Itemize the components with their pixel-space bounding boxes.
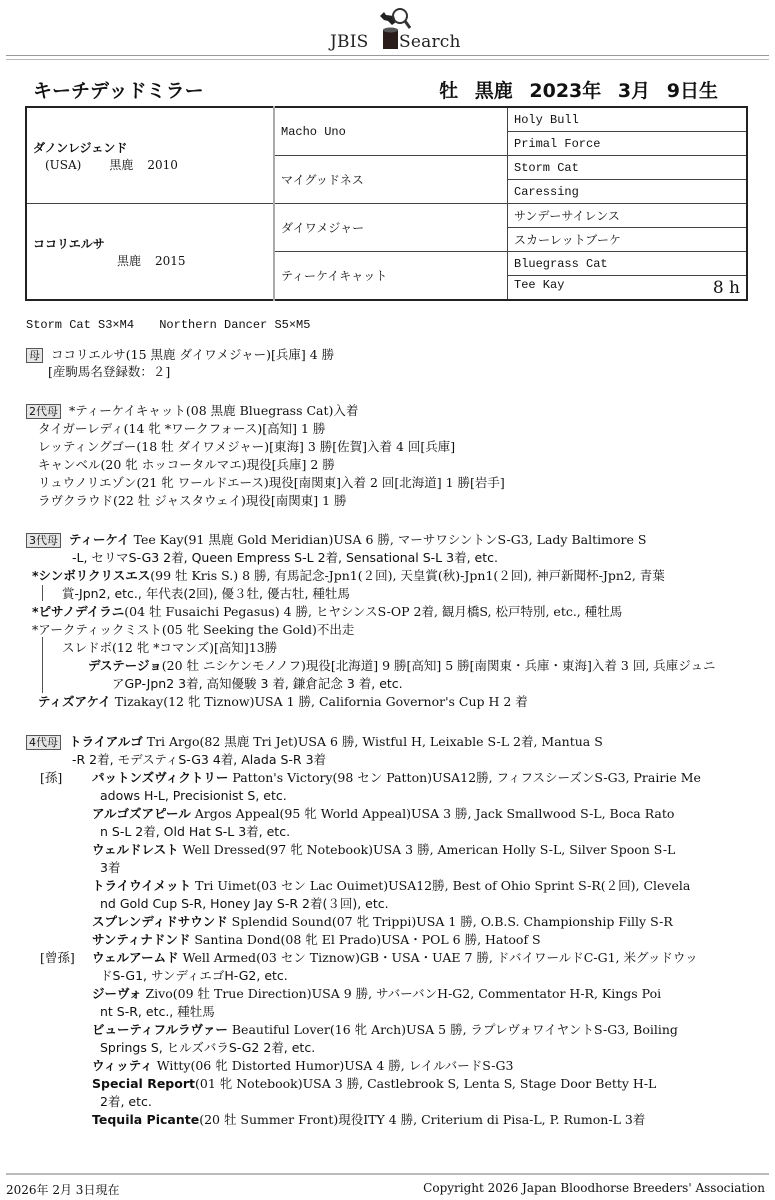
grandchild-record-cont: nd Gold Cup S-R, Honey Jay S-R 2着(３回), etc. — [100, 896, 389, 911]
horse-color: 黒鹿 — [474, 80, 513, 102]
great-grandchild-record: Zivo(09 牡 True Direction)USA 9 勝, サバーバンH-G2, Commentator H-R, Kings Poi — [141, 986, 662, 1001]
grandchild-record-cont: 3着 — [100, 860, 121, 875]
sire-color: 黒鹿 — [109, 157, 134, 172]
third-dam-name: ティーケイ — [69, 532, 130, 547]
foal-record-symboli-cont: 賞-Jpn2, etc., 年代表(2回), 優３牡, 優古牡, 種牡馬 — [62, 586, 350, 601]
foal-arctic-mist: *アークティックミスト(05 牝 Seeking the Gold)不出走 — [32, 622, 355, 637]
footer-divider — [6, 1173, 769, 1175]
grandchild-name: スプレンディドサウンド — [92, 914, 228, 929]
great-grandchild-name: ウェルアームド — [92, 950, 179, 965]
foal-name-pisano: *ピサノデイラニ — [32, 604, 125, 619]
grandchild-record: Tri Uimet(03 セン Lac Ouimet)USA12勝, Best of Ohio Sprint S-R(２回), Clevela — [191, 878, 691, 893]
dam-color: 黒鹿 — [117, 253, 142, 268]
foal-name-destajo: デステージョ — [88, 658, 162, 673]
grandchild-name: ウェルドレスト — [92, 842, 179, 857]
great-grandchild-record: Well Armed(03 セン Tiznow)GB・USA・UAE 7 勝, ドバイワールドC-G1, 米グッドウッ — [178, 950, 698, 965]
pedigree-g3-8-name: Tee Kay — [514, 277, 565, 292]
pedigree-dam-dam[interactable]: ティーケイキャット — [274, 252, 508, 301]
grandchild-record: Santina Dond(08 牝 El Prado)USA・POL 6 勝, Hatoof S — [190, 932, 541, 947]
pedigree-g3-5[interactable]: サンデーサイレンス — [508, 204, 748, 228]
dam-label: 母 — [26, 348, 43, 363]
great-grandchild-name: Special Report — [92, 1076, 195, 1091]
header-divider — [6, 55, 769, 60]
pedigree-dam-sire[interactable]: ダイワメジャー — [274, 204, 508, 252]
third-dam-section — [0, 531, 775, 711]
fourth-dam-record-cont: -R 2着, モデスティS-G3 4着, Alada S-R 3着 — [72, 752, 327, 767]
great-grandchild-record-cont: Springs S, ヒルズバラS-G2 2着, etc. — [100, 1040, 316, 1055]
foal-record-destajo-cont: アGP-Jpn2 3着, 高知優駿 3 着, 鎌倉記念 3 着, etc. — [112, 676, 403, 691]
foal-record-symboli: (99 牡 Kris S.) 8 勝, 有馬記念-Jpn1(２回), 天皇賞(秋)-Jpn1(２回), 神戸新聞杯-Jpn2, 青葉 — [150, 568, 665, 583]
foal-suredobo: スレドボ(12 牝 *コマンズ)[高知]13勝 — [62, 640, 278, 655]
grandchild-name: パットンズヴィクトリー — [92, 770, 229, 785]
foal-name-tizakay: ティズアケイ — [38, 694, 111, 709]
pedigree-sire[interactable] — [26, 107, 274, 204]
pedigree-sire-dam[interactable]: マイグッドネス — [274, 156, 508, 204]
grandchild-record: Patton's Victory(98 セン Patton)USA12勝, フィフスシーズンS-G3, Prairie Me — [228, 770, 701, 785]
great-grandchild-name: ビューティフルラヴァー — [92, 1022, 228, 1037]
inbreeding-hours: 8 h — [712, 277, 740, 298]
pedigree-g3-2[interactable]: Primal Force — [508, 132, 748, 156]
grandchild-label: [孫] — [40, 770, 63, 785]
second-dam-foal: ラヴクラウド(22 牡 ジャスタウェイ)現役[南関東] 1 勝 — [38, 493, 347, 508]
third-dam-record: Tee Kay(91 黒鹿 Gold Meridian)USA 6 勝, マーサワシントンS-G3, Lady Baltimore S — [129, 532, 647, 547]
pedigree-g3-8[interactable] — [508, 276, 748, 301]
grandchild-name: トライウイメット — [92, 878, 192, 893]
tree-line — [42, 637, 43, 693]
great-grandchild-name: Tequila Picante — [92, 1112, 200, 1127]
horse-birth-month: 3月 — [617, 80, 651, 102]
pedigree-g3-4[interactable]: Caressing — [508, 180, 748, 204]
second-dam-foal: レッティングゴー(18 牡 ダイワメジャー)[東海] 3 勝[佐賀]入着 4 回[兵庫] — [38, 439, 456, 454]
pedigree-table — [25, 106, 748, 301]
dam-name: ココリエルサ — [33, 236, 105, 251]
second-dam-head: *ティーケイキャット(08 黒鹿 Bluegrass Cat)入着 — [69, 403, 359, 418]
foal-record-tizakay: Tizakay(12 牝 Tiznow)USA 1 勝, California Governor's Cup H 2 着 — [110, 694, 528, 709]
horse-name: キーチデッドミラー — [33, 80, 204, 102]
third-dam-label: 3代母 — [26, 533, 61, 548]
inbreeding-list — [26, 318, 328, 332]
pedigree-g3-7[interactable]: Bluegrass Cat — [508, 252, 748, 276]
great-grandchild-record-cont: 2着, etc. — [100, 1094, 152, 1109]
sire-origin: (USA) — [45, 157, 82, 172]
inbreeding-item: Northern Dancer S5×M5 — [159, 318, 311, 332]
sire-name: ダノンレジェンド — [33, 140, 128, 155]
logo-text-search: Search — [399, 32, 461, 52]
dam-year: 2015 — [155, 253, 186, 268]
third-dam-record-cont: -L, セリマS-G3 2着, Queen Empress S-L 2着, Sensational S-L 3着, etc. — [72, 550, 498, 565]
dam-details — [33, 252, 267, 269]
fourth-dam-label: 4代母 — [26, 735, 61, 750]
foal-name-symboli: *シンボリクリスエス — [32, 568, 151, 583]
grandchild-name: アルゴズアピール — [92, 806, 191, 821]
pedigree-sire-sire[interactable]: Macho Uno — [274, 107, 508, 156]
horse-title-row — [33, 76, 748, 102]
fourth-dam-record: Tri Argo(82 黒鹿 Tri Jet)USA 6 勝, Wistful H, Leixable S-L 2着, Mantua S — [142, 734, 603, 749]
great-grandchild-name: ジーヴォ — [92, 986, 142, 1001]
pedigree-g3-6[interactable]: スカーレットブーケ — [508, 228, 748, 252]
grandchild-record: Argos Appeal(95 牝 World Appeal)USA 3 勝, Jack Smallwood S-L, Boca Rato — [190, 806, 675, 821]
great-grandchild-name: ウィッティ — [92, 1058, 153, 1073]
jbis-search-logo[interactable] — [330, 6, 460, 52]
great-grandchild-record: (20 牡 Summer Front)現役ITY 4 勝, Criterium di Pisa-L, P. Rumon-L 3着 — [199, 1112, 646, 1127]
grandchild-name: サンティナドンド — [92, 932, 191, 947]
fourth-dam-name: トライアルゴ — [69, 734, 143, 749]
copyright: Copyright 2026 Japan Bloodhorse Breeders' Association — [423, 1181, 765, 1195]
grandchild-record-cont: adows H-L, Precisionist S, etc. — [100, 788, 287, 803]
dam-foal-count: [産駒馬名登録数：２] — [48, 364, 171, 379]
second-dam-foal: リュウノリエゾン(21 牝 ワールドエース)現役[南関東]入着 2 回[北海道] 1 勝[岩手] — [38, 475, 505, 490]
great-grandchild-record: (01 牝 Notebook)USA 3 勝, Castlebrook S, Lenta S, Stage Door Betty H-L — [194, 1076, 657, 1091]
great-grandchild-record-cont: nt S-R, etc., 種牡馬 — [100, 1004, 215, 1019]
tree-line — [42, 585, 43, 601]
horse-birth-day: 9日生 — [666, 80, 718, 102]
header — [0, 0, 775, 56]
sire-details — [33, 156, 267, 173]
pedigree-dam[interactable] — [26, 204, 274, 301]
second-dam-label: 2代母 — [26, 404, 61, 419]
second-dam-foal: タイガーレディ(14 牝 *ワークフォース)[高知] 1 勝 — [38, 421, 326, 436]
horse-profile — [429, 76, 718, 103]
second-dam-foal: キャンベル(20 牝 ホッコータルマエ)現役[兵庫] 2 勝 — [38, 457, 335, 472]
great-grandchild-record-cont: ドS-G1, サンディエゴH-G2, etc. — [100, 968, 288, 983]
as-of-date: 2026年 2月 3日現在 — [6, 1183, 120, 1197]
great-grandchild-record: Beautiful Lover(16 牝 Arch)USA 5 勝, ラプレヴォワイヤントS-G3, Boiling — [227, 1022, 678, 1037]
logo-text-jbis: JBIS — [330, 32, 369, 52]
foal-record-pisano: (04 牡 Fusaichi Pegasus) 4 勝, ヒヤシンスS-OP 2着, 観月橋S, 松戸特別, etc., 種牡馬 — [124, 604, 623, 619]
sire-year: 2010 — [147, 157, 178, 172]
grandchild-record: Splendid Sound(07 牝 Trippi)USA 1 勝, O.B.S. Championship Filly S-R — [227, 914, 673, 929]
inbreeding-item: Storm Cat S3×M4 — [26, 318, 135, 332]
foal-record-destajo: (20 牡 ニシケンモノノフ)現役[北海道] 9 勝[高知] 5 勝[南関東・兵庫・東海]入着 3 回, 兵庫ジュニ — [161, 658, 716, 673]
great-grandchild-label: [曾孫] — [40, 950, 75, 965]
horse-birth-year: 2023年 — [529, 80, 602, 102]
horse-sex: 牡 — [439, 80, 459, 102]
great-grandchild-record: Witty(06 牝 Distorted Humor)USA 4 勝, レイルバードS-G3 — [152, 1058, 514, 1073]
pedigree-g3-3[interactable]: Storm Cat — [508, 156, 748, 180]
fourth-dam-section — [0, 733, 775, 1127]
grandchild-record-cont: n S-L 2着, Old Hat S-L 3着, etc. — [100, 824, 291, 839]
grandchild-record: Well Dressed(97 牝 Notebook)USA 3 勝, American Holly S-L, Silver Spoon S-L — [178, 842, 676, 857]
pedigree-g3-1[interactable]: Holy Bull — [508, 107, 748, 132]
dam-line: ココリエルサ(15 黒鹿 ダイワメジャー)[兵庫] 4 勝 — [51, 347, 335, 362]
